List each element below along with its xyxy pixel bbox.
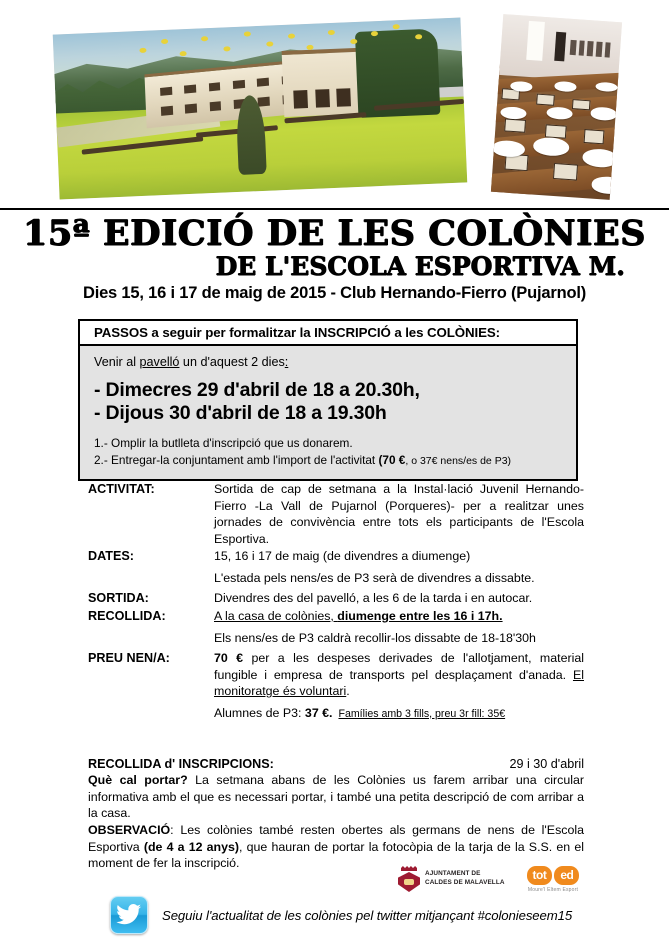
steps-intro-line	[94, 355, 564, 369]
detail-value-sortida: Divendres des del pavelló, a les 6 de la tarda i en autocar.	[214, 591, 533, 606]
detail-recollida-place: A la casa de colònies,	[214, 608, 338, 623]
logo-toted-pills	[527, 866, 580, 885]
detail-row-sortida	[88, 590, 584, 607]
inscription-steps-box	[78, 319, 578, 481]
page-subtitle: DE L'ESCOLA ESPORTIVA M.	[215, 252, 625, 281]
detail-value-activitat: Sortida de cap de setmana a la Instal·lació Juvenil Hernando-Fierro -La Vall de Pujarnol (Porqueres)- per a realitzar unes jornades de convivència entre tots els participants de l'Escola Esportiva.	[214, 482, 584, 546]
twitter-footer-text: Seguiu l'actualitat de les colònies pel twitter mitjançant #colonieseem15	[162, 907, 573, 923]
detail-value-dates: 15, 16 i 17 de maig (de divendres a diumenge)	[214, 549, 471, 563]
detail-preu-end: .	[346, 684, 350, 699]
observacio-age-range: (de 4 a 12 anys)	[143, 839, 240, 854]
header-divider-rule	[0, 208, 669, 210]
detail-label-activitat: ACTIVITAT:	[88, 482, 155, 496]
recollida-inscripcions-value: 29 i 30 d'abril	[509, 757, 584, 771]
detail-value-recollida	[214, 608, 584, 625]
que-cal-portar-paragraph	[88, 772, 584, 822]
logo-ajuntament-text	[425, 870, 505, 887]
detail-row-activitat	[88, 481, 584, 547]
que-cal-portar-heading: Què cal portar?	[88, 773, 188, 787]
photo-dining-tables	[491, 63, 622, 200]
steps-item-1: 1.- Omplir la butlleta d'inscripció que us donarem.	[94, 436, 353, 451]
logo-toted-part1: tot	[527, 866, 553, 885]
detail-row-dates	[88, 548, 584, 565]
observacio-paragraph	[88, 822, 584, 872]
title-dates-line: Dies 15, 16 i 17 de maig de 2015 - Club Hernando-Fierro (Pujarnol)	[82, 284, 587, 303]
logo-tot-ed	[527, 866, 580, 893]
logo-toted-tagline: Moure'l Eltem Esport	[527, 887, 579, 893]
detail-preu-amount: 70 €	[214, 651, 244, 666]
details-table	[88, 481, 584, 721]
twitter-footer	[110, 896, 572, 934]
steps-day-thursday: - Dijous 30 d'abril de 18 a 19.30h	[94, 401, 387, 424]
steps-intro-post: un d'aquest 2 dies	[179, 355, 285, 369]
header-photo-band	[0, 0, 669, 210]
steps-intro-pavello: pavelló	[139, 355, 180, 369]
logo-ajuntament-line2: CALDES DE MALAVELLA	[425, 879, 505, 886]
recollida-inscripcions-row	[88, 757, 584, 771]
photo-dining-frames	[570, 40, 611, 57]
logo-toted-part2: ed	[554, 866, 579, 885]
detail-row-preu	[88, 650, 584, 700]
observacio-text-post: , que hauran de portar la fotocòpia de la tarja de la S.S. en el moment de fer la inscripció.	[88, 839, 584, 870]
steps-day-wednesday: - Dimecres 29 d'abril de 18 a 20.30h,	[94, 379, 420, 401]
photo-dining-panel	[554, 32, 567, 61]
photo-colonies-house	[53, 18, 468, 200]
detail-label-dates: DATES:	[88, 549, 134, 563]
steps-box-body	[80, 346, 576, 479]
recollida-inscripcions-label: RECOLLIDA d' INSCRIPCIONS:	[88, 757, 274, 771]
detail-extra-recollida: Els nens/es de P3 caldrà recollir-los dissabte de 18-18'30h	[214, 630, 536, 645]
detail-extra-dates: L'estada pels nens/es de P3 serà de divendres a dissabte.	[214, 570, 535, 585]
que-cal-portar-text: La setmana abans de les Colònies us farem arribar una circular informativa amb el que es necessari portar, i també una petita descripció de com arribar a la casa.	[88, 773, 585, 820]
detail-label-sortida: SORTIDA:	[88, 591, 149, 606]
steps-box-header: PASSOS a seguir per formalitzar la INSCRIPCIÓ a les COLÒNIES:	[80, 321, 576, 346]
steps-intro-colon: :	[284, 355, 289, 369]
detail-label-recollida: RECOLLIDA:	[88, 608, 166, 623]
detail-extra-preu-p3	[214, 705, 584, 722]
page-title: 15ª EDICIÓ DE LES COLÒNIES	[23, 213, 646, 254]
steps-item-2	[94, 452, 564, 469]
detail-value-preu	[214, 650, 584, 700]
twitter-bird-icon[interactable]	[110, 896, 148, 934]
detail-label-preu: PREU NEN/A:	[88, 651, 170, 666]
crest-icon	[398, 866, 420, 892]
steps-item-2-price: (70 €	[378, 453, 406, 468]
steps-item-2-pre: 2.- Entregar-la conjuntament amb l'import de l'activitat	[94, 453, 379, 468]
detail-p3-pre: Alumnes de P3:	[214, 705, 305, 720]
logo-ajuntament-caldes-de-malavella	[398, 866, 505, 892]
logo-ajuntament-line1: AJUNTAMENT DE	[425, 870, 481, 878]
detail-p3-amount: 37 €.	[304, 705, 333, 720]
detail-preu-text: per a les despeses derivades de l'allotjament, material fungible i empresa de transports pel desplaçament d'anada.	[214, 651, 584, 682]
footer-logos	[398, 866, 579, 893]
observacio-heading: OBSERVACIÓ	[88, 823, 171, 837]
steps-item-2-post: , o 37€ nens/es de P3)	[405, 455, 512, 468]
photo-dining-window	[526, 21, 544, 61]
detail-p3-families: Famílies amb 3 fills, preu 3r fill: 35€	[338, 707, 506, 720]
steps-intro-pre: Venir al	[94, 355, 140, 369]
title-block	[0, 213, 669, 303]
photo-dining-hall	[491, 14, 622, 200]
steps-days-group	[94, 379, 564, 424]
detail-row-recollida	[88, 608, 584, 625]
detail-recollida-time: diumenge entre les 16 i 17h.	[337, 608, 503, 623]
detail-preu-monitoratge: El monitoratge és voluntari	[214, 667, 584, 699]
observacio-text-pre: : Les colònies també resten obertes als germans de nens de l'Escola Esportiva	[88, 823, 584, 854]
